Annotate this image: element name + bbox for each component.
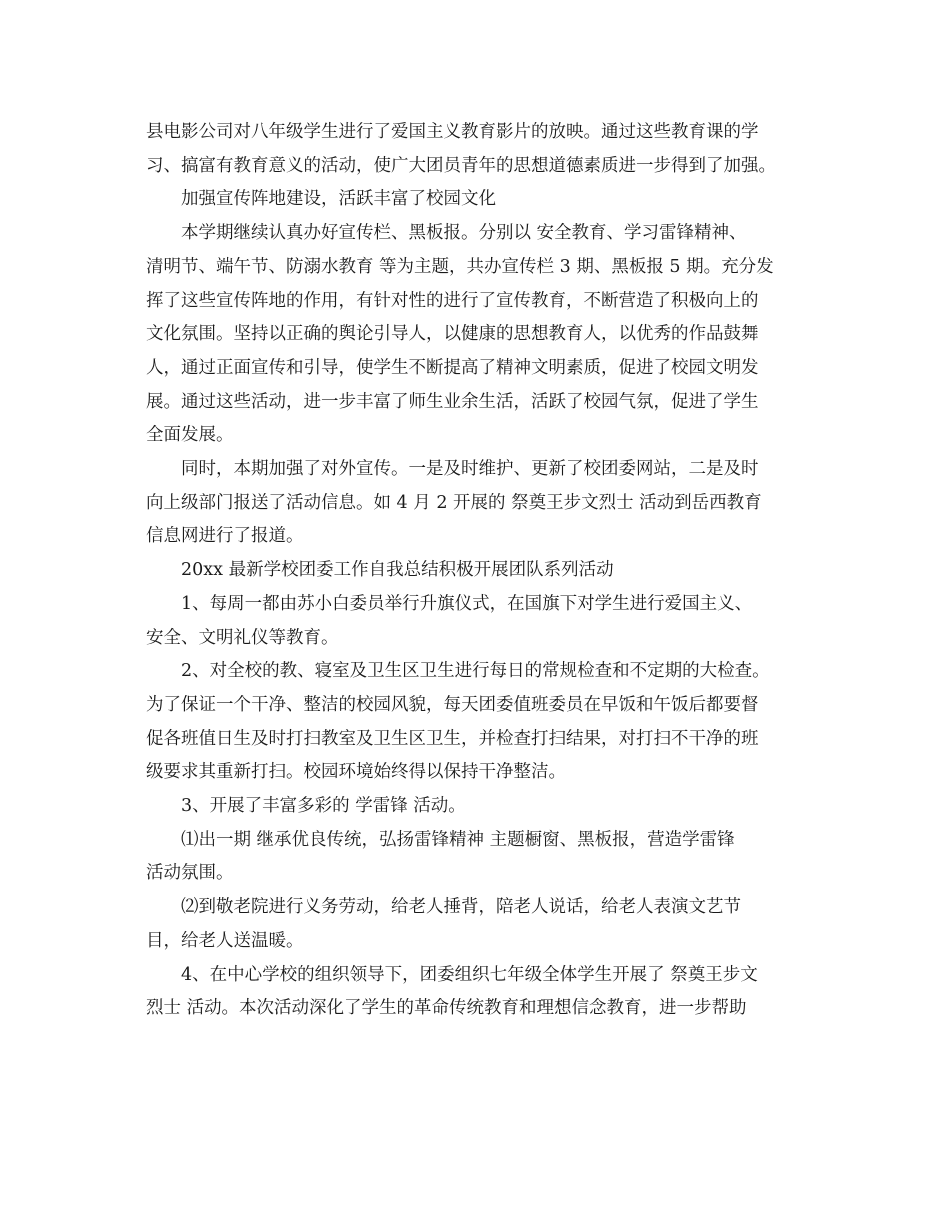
text-line: 同时，本期加强了对外宣传。一是及时维护、更新了校团委网站，二是及时 [181,459,759,480]
list-item [146,655,811,790]
text-line: 全面发展。 [146,425,234,446]
text-line: 挥了这些宣传阵地的作用，有针对性的进行了宣传教育，不断营造了积极向上的 [146,290,759,311]
text-line: 安全、文明礼仪等教育。 [146,627,339,648]
text-line: 20xx 最新学校团委工作自我总结积极开展团队系列活动 [181,560,614,581]
text-line: 3、开展了丰富多彩的 学雷锋 活动。 [181,796,466,817]
text-line: 向上级部门报送了活动信息。如 4 月 2 开展的 祭奠王步文烈士 活动到岳西教育 [146,492,762,513]
text-line: 人，通过正面宣传和引导，使学生不断提高了精神文明素质，促进了校园文明发 [146,357,759,378]
text-line: 本学期继续认真办好宣传栏、黑板报。分别以 安全教育、学习雷锋精神、 [181,223,747,244]
text-line: ⑵到敬老院进行义务劳动，给老人捶背，陪老人说话，给老人表演文艺节 [181,897,741,918]
paragraph [146,116,811,183]
list-item [146,790,811,824]
text-line: 1、每周一都由苏小白委员举行升旗仪式，在国旗下对学生进行爱国主义、 [181,593,753,614]
text-line: ⑴出一期 继承优良传统，弘扬雷锋精神 主题橱窗、黑板报，营造学雷锋 [181,829,735,850]
text-line: 促各班值日生及时打扫教室及卫生区卫生，并检查打扫结果，对打扫不干净的班 [146,728,759,749]
document-body [146,116,811,1026]
text-line: 活动氛围。 [146,863,234,884]
list-item [146,588,811,655]
sub-list-item [146,891,811,958]
paragraph [146,453,811,554]
text-line: 展。通过这些活动，进一步丰富了师生业余生活，活跃了校园气氛，促进了学生 [146,391,759,412]
text-line: 4、在中心学校的组织领导下，团委组织七年级全体学生开展了 祭奠王步文 [181,964,758,985]
text-line: 为了保证一个干净、整洁的校园风貌，每天团委值班委员在早饭和午饭后都要督 [146,694,759,715]
text-line: 清明节、端午节、防溺水教育 等为主题，共办宣传栏 3 期、黑板报 5 期。充分发 [146,256,774,277]
text-line: 习、搞富有教育意义的活动，使广大团员青年的思想道德素质进一步得到了加强。 [146,155,776,176]
text-line: 县电影公司对八年级学生进行了爱国主义教育影片的放映。通过这些教育课的学 [146,122,759,142]
text-line: 目，给老人送温暖。 [146,930,304,951]
text-line: 级要求其重新打扫。校园环境始终得以保持干净整洁。 [146,762,566,783]
text-line: 信息网进行了报道。 [146,526,304,547]
text-line: 烈士 活动。本次活动深化了学生的革命传统教育和理想信念教育，进一步帮助 [146,998,747,1019]
text-line: 加强宣传阵地建设，活跃丰富了校园文化 [181,189,496,210]
sub-list-item [146,824,811,891]
list-item [146,959,811,1026]
section-heading [146,554,811,588]
text-line: 2、对全校的教、寝室及卫生区卫生进行每日的常规检查和不定期的大检查。 [181,661,770,682]
section-heading [146,183,811,217]
paragraph [146,217,811,453]
text-line: 文化氛围。坚持以正确的舆论引导人，以健康的思想教育人，以优秀的作品鼓舞 [146,324,759,345]
